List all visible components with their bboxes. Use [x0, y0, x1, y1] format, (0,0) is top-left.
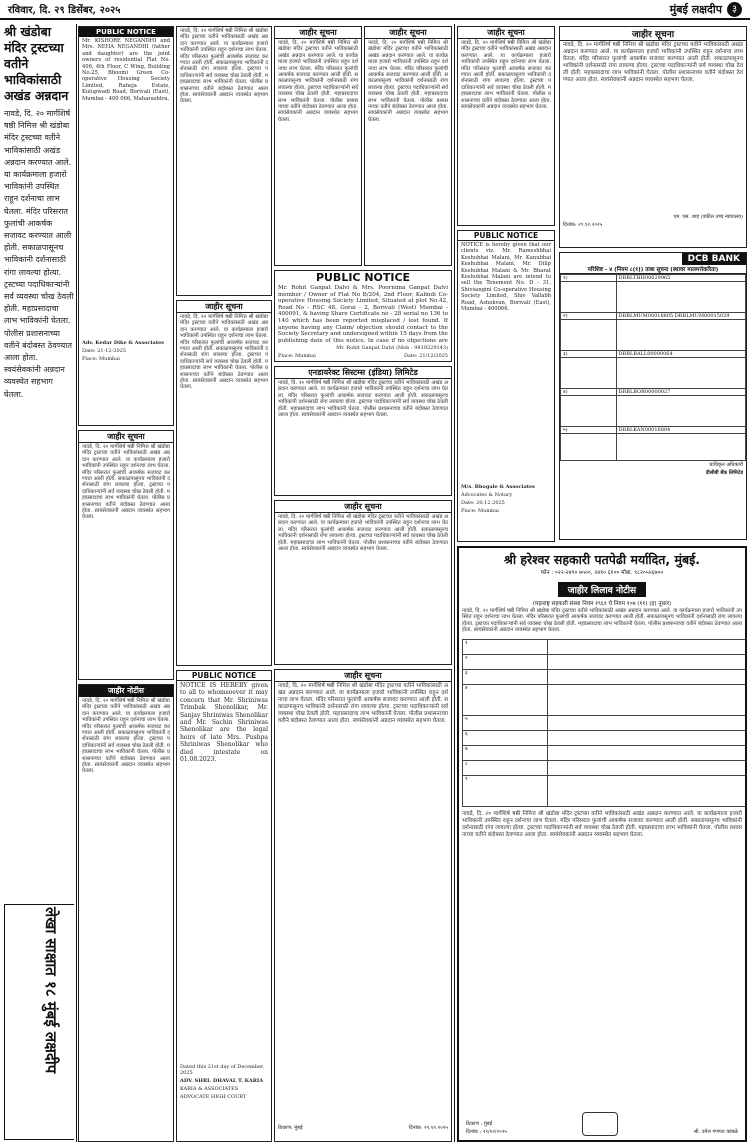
notice-date: Date: 21/12/2025	[403, 353, 448, 359]
table-cell: २	[463, 655, 548, 670]
loan-no: DRBLKAN00016804	[616, 427, 746, 434]
table-row	[463, 731, 746, 746]
loan-no: DRBLMUM00016605 DRBLMUM00015029	[616, 313, 746, 320]
jahir-suchana-top-right	[559, 26, 747, 248]
notice-heading: जाहीर सूचना	[275, 27, 361, 39]
table-cell: २)	[561, 313, 617, 320]
table-cell: १)	[561, 275, 617, 282]
notice-body: नावडे, दि. २० मार्गशिर्ष षष्ठी निमित्त श्री खंडोबा मंदिर ट्रस्टच्या वतीने भाविकांसाठी अखंड अन्नदान करण्यात आले. या कार्यक्रमाला हजारो भाविकांनी उपस्थित राहून दर्शनाचा लाभ घेतला. मंदिर परिसरात फुलांची आकर्षक सजावट करण्यात आली होती. सकाळपासूनच भाविकांनी दर्शनासाठी रांगा लावल्या होत्या. ट्रस्टच्या पदाधिकाऱ्यांनी सर्व व्यवस्था चोख ठेवली होती. महाप्रसादाचा लाभ भाविकांनी घेतला. पोलीस प्रशासनाच्या वतीने बंदोबस्त ठेवण्यात आला होता. स्वयंसेवकांनी अन्नदान व्यवस्थेत सहभाग घेतला.	[278, 514, 448, 553]
public-notice-3	[176, 670, 272, 1142]
notice-heading: जाहीर सूचना	[275, 501, 451, 513]
bank-header	[560, 253, 746, 265]
table-cell	[561, 358, 617, 389]
notice-footer	[275, 352, 451, 360]
company-notice	[274, 366, 452, 496]
auction-terms: नावडे, दि. २० मार्गशिर्ष षष्ठी निमित्त श्री खंडोबा मंदिर ट्रस्टच्या वतीने भाविकांसाठी अखंड अन्नदान करण्यात आले. या कार्यक्रमाला हजारो भाविकांनी उपस्थित राहून दर्शनाचा लाभ घेतला. मंदिर परिसरात फुलांची आकर्षक सजावट करण्यात आली होती. सकाळपासूनच भाविकांनी दर्शनासाठी रांगा लावल्या होत्या. ट्रस्टच्या पदाधिकाऱ्यांनी सर्व व्यवस्था चोख ठेवली होती. महाप्रसादाचा लाभ भाविकांनी घेतला. पोलीस प्रशासनाच्या वतीने बंदोबस्त ठेवण्यात आला होता. स्वयंसेवकांनी अन्नदान व्यवस्थेत सहभाग घेतला.	[462, 811, 742, 838]
table-cell: ५	[463, 716, 548, 731]
auction-footer	[463, 1112, 741, 1136]
notice-signature: एम. एस. शाह (वकील उच्च न्यायालय)	[673, 214, 743, 220]
notice-date: दिनांक: २९.१२.२०२५	[563, 222, 603, 228]
table-cell: ३	[463, 670, 548, 685]
table-cell	[616, 396, 746, 427]
table-row	[463, 746, 746, 761]
notice-body: नावडे, दि. २० मार्गशिर्ष षष्ठी निमित्त श्री खंडोबा मंदिर ट्रस्टच्या वतीने भाविकांसाठी अखंड अन्नदान करण्यात आले. या कार्यक्रमाला हजारो भाविकांनी उपस्थित राहून दर्शनाचा लाभ घेतला. मंदिर परिसरात फुलांची आकर्षक सजावट करण्यात आली होती. सकाळपासूनच भाविकांनी दर्शनासाठी रांगा लावल्या होत्या. ट्रस्टच्या पदाधिकाऱ्यांनी सर्व व्यवस्था चोख ठेवली होती. महाप्रसादाचा लाभ भाविकांनी घेतला. पोलीस प्रशासनाच्या वतीने बंदोबस्त ठेवण्यात आला होता. स्वयंसेवकांनी अन्नदान व्यवस्थेत सहभाग घेतला.	[278, 40, 358, 123]
notice-heading: जाहीर सूचना	[560, 27, 746, 41]
issue-date: रविवार, दि. २९ डिसेंबर, २०२५	[8, 5, 121, 16]
auction-heading-wrap	[459, 578, 745, 597]
table-cell	[547, 640, 745, 655]
table-row	[463, 685, 746, 716]
notice-lead: NOTICE is hereby given that our clients viz. Mr. Rameshbhai Keshubhai Malani, Mr. Kanubhai Keshubhai Malani, Mr. Dilip Keshubhai Malani & Mr. Bharat Keshubhai Malani are intend to sell the Tenement No. D - 31, Shivsangini Co-operative Housing Society Limited, Shiv Vallabh Road, Ashokvan, Borivali (East), Mumbai - 400066.	[461, 242, 551, 313]
table-row	[463, 655, 746, 670]
notice-date: Date: 20.12.2025	[461, 500, 505, 506]
table-cell	[547, 685, 745, 716]
notice-date: Date: 21-12-2025	[82, 348, 127, 354]
table-cell: १	[463, 640, 548, 655]
table-row	[561, 351, 746, 358]
column-rule	[454, 24, 455, 1142]
firm-name: M/s. Bhogale & Associates	[461, 484, 535, 490]
table-row	[463, 640, 746, 655]
company-body: नावडे, दि. २० मार्गशिर्ष षष्ठी निमित्त श्री खंडोबा मंदिर ट्रस्टच्या वतीने भाविकांसाठी अखंड अन्नदान करण्यात आले. या कार्यक्रमाला हजारो भाविकांनी उपस्थित राहून दर्शनाचा लाभ घेतला. मंदिर परिसरात फुलांची आकर्षक सजावट करण्यात आली होती. सकाळपासूनच भाविकांनी दर्शनासाठी रांगा लावल्या होत्या. ट्रस्टच्या पदाधिकाऱ्यांनी सर्व व्यवस्था चोख ठेवली होती. महाप्रसादाचा लाभ भाविकांनी घेतला. पोलीस प्रशासनाच्या वतीने बंदोबस्त ठेवण्यात आला होता. स्वयंसेवकांनी अन्नदान व्यवस्थेत सहभाग घेतला.	[278, 380, 448, 419]
jahir-suchana-col4d	[274, 669, 452, 1142]
column-rule	[76, 24, 77, 1142]
table-row	[561, 320, 746, 351]
company-name: एनडायरेक्ट सिस्टम्स (इंडिया) लिमिटेड	[275, 367, 451, 379]
table-row	[463, 670, 746, 685]
jahir-suchana-col4b	[364, 26, 452, 266]
jahir-suchana-col3	[176, 300, 272, 666]
notice-body: नावडे, दि. २० मार्गशिर्ष षष्ठी निमित्त श्री खंडोबा मंदिर ट्रस्टच्या वतीने भाविकांसाठी अखंड अन्नदान करण्यात आले. या कार्यक्रमाला हजारो भाविकांनी उपस्थित राहून दर्शनाचा लाभ घेतला. मंदिर परिसरात फुलांची आकर्षक सजावट करण्यात आली होती. सकाळपासूनच भाविकांनी दर्शनासाठी रांगा लावल्या होत्या. ट्रस्टच्या पदाधिकाऱ्यांनी सर्व व्यवस्था चोख ठेवली होती. महाप्रसादाचा लाभ भाविकांनी घेतला. पोलीस प्रशासनाच्या वतीने बंदोबस्त ठेवण्यात आला होता. स्वयंसेवकांनी अन्नदान व्यवस्थेत सहभाग घेतला.	[278, 683, 448, 724]
notice-place: Place: Mumbai	[82, 356, 120, 362]
sahakari-auction-notice	[457, 546, 747, 1142]
masthead	[0, 0, 750, 20]
notice-date: दिनांक: २९.१२.२०२५	[408, 1125, 448, 1131]
table-cell	[561, 434, 617, 461]
notice-signature: Adv. Kedar Dike & Associates	[82, 340, 164, 346]
notice-heading: जाहीर नोटीस	[79, 685, 173, 697]
table-cell	[547, 776, 745, 807]
table-cell: ७	[463, 746, 548, 761]
loan-no: DRBLTHH00629965	[616, 275, 746, 282]
table-cell	[547, 761, 745, 776]
notice-lead: Mr. KISHORE NEGANDHI and Mrs. NEHA NEGANDHI (father and daughter) are the joint owners of residential Flat No. 406, 4th Floor, C Wing, Building No.25, Bhoomi Green Co-operative Housing Society Limited, Raheja Estate, Kulupwadi Road, Borivali (East), Mumbai - 400 066, Maharashtra.	[82, 38, 170, 102]
table-cell	[547, 670, 745, 685]
notice-heading: जाहीर सूचना	[365, 27, 451, 39]
table-cell	[547, 655, 745, 670]
table-row	[561, 282, 746, 313]
table-cell	[561, 282, 617, 313]
auction-date: दिनांक : २९/१२/२०२५	[466, 1129, 507, 1135]
paper-name: मुंबई लक्षदीप	[669, 2, 722, 16]
notice-body: नावडे, दि. २० मार्गशिर्ष षष्ठी निमित्त श्री खंडोबा मंदिर ट्रस्टच्या वतीने भाविकांसाठी अखंड अन्नदान करण्यात आले. या कार्यक्रमाला हजारो भाविकांनी उपस्थित राहून दर्शनाचा लाभ घेतला. मंदिर परिसरात फुलांची आकर्षक सजावट करण्यात आली होती. सकाळपासूनच भाविकांनी दर्शनासाठी रांगा लावल्या होत्या. ट्रस्टच्या पदाधिकाऱ्यांनी सर्व व्यवस्था चोख ठेवली होती. महाप्रसादाचा लाभ भाविकांनी घेतला. पोलीस प्रशासनाच्या वतीने बंदोबस्त ठेवण्यात आला होता. स्वयंसेवकांनी अन्नदान व्यवस्थेत सहभाग घेतला.	[563, 42, 743, 83]
notice-date: Dated this 21st day of December, 2025	[180, 1064, 265, 1076]
notice-body: नावडे, दि. २० मार्गशिर्ष षष्ठी निमित्त श्री खंडोबा मंदिर ट्रस्टच्या वतीने भाविकांसाठी अखंड अन्नदान करण्यात आले. या कार्यक्रमाला हजारो भाविकांनी उपस्थित राहून दर्शनाचा लाभ घेतला. मंदिर परिसरात फुलांची आकर्षक सजावट करण्यात आली होती. सकाळपासूनच भाविकांनी दर्शनासाठी रांगा लावल्या होत्या. ट्रस्टच्या पदाधिकाऱ्यांनी सर्व व्यवस्था चोख ठेवली होती. महाप्रसादाचा लाभ भाविकांनी घेतला. पोलीस प्रशासनाच्या वतीने बंदोबस्त ठेवण्यात आला होता. स्वयंसेवकांनी अन्नदान व्यवस्थेत सहभाग घेतला.	[82, 698, 170, 775]
notice-heading: PUBLIC NOTICE	[315, 271, 411, 284]
society-title: श्री हरेश्वर सहकारी पतपेढी मर्यादित, मुंबई.	[503, 552, 701, 567]
table-cell	[547, 731, 745, 746]
advocate-court: ADVOCATE HIGH COURT	[180, 1094, 247, 1100]
table-cell	[616, 434, 746, 461]
notice-footer	[275, 1124, 451, 1132]
notice-body: नावडे, दि. २० मार्गशिर्ष षष्ठी निमित्त श्री खंडोबा मंदिर ट्रस्टच्या वतीने भाविकांसाठी अखंड अन्नदान करण्यात आले. या कार्यक्रमाला हजारो भाविकांनी उपस्थित राहून दर्शनाचा लाभ घेतला. मंदिर परिसरात फुलांची आकर्षक सजावट करण्यात आली होती. सकाळपासूनच भाविकांनी दर्शनासाठी रांगा लावल्या होत्या. ट्रस्टच्या पदाधिकाऱ्यांनी सर्व व्यवस्था चोख ठेवली होती. महाप्रसादाचा लाभ भाविकांनी घेतला. पोलीस प्रशासनाच्या वतीने बंदोबस्त ठेवण्यात आला होता. स्वयंसेवकांनी अन्नदान व्यवस्थेत सहभाग घेतला.	[461, 40, 551, 111]
table-row	[561, 389, 746, 396]
notice-body: नावडे, दि. २० मार्गशिर्ष षष्ठी निमित्त श्री खंडोबा मंदिर ट्रस्टच्या वतीने भाविकांसाठी अखंड अन्नदान करण्यात आले. या कार्यक्रमाला हजारो भाविकांनी उपस्थित राहून दर्शनाचा लाभ घेतला. मंदिर परिसरात फुलांची आकर्षक सजावट करण्यात आली होती. सकाळपासूनच भाविकांनी दर्शनासाठी रांगा लावल्या होत्या. ट्रस्टच्या पदाधिकाऱ्यांनी सर्व व्यवस्था चोख ठेवली होती. महाप्रसादाचा लाभ भाविकांनी घेतला. पोलीस प्रशासनाच्या वतीने बंदोबस्त ठेवण्यात आला होता. स्वयंसेवकांनी अन्नदान व्यवस्थेत सहभाग घेतला.	[180, 314, 268, 391]
table-row	[463, 776, 746, 807]
loan-no: DRBLBALL00000064	[616, 351, 746, 358]
notice-body: नावडे, दि. २० मार्गशिर्ष षष्ठी निमित्त श्री खंडोबा मंदिर ट्रस्टच्या वतीने भाविकांसाठी अखंड अन्नदान करण्यात आले. या कार्यक्रमाला हजारो भाविकांनी उपस्थित राहून दर्शनाचा लाभ घेतला. मंदिर परिसरात फुलांची आकर्षक सजावट करण्यात आली होती. सकाळपासूनच भाविकांनी दर्शनासाठी रांगा लावल्या होत्या. ट्रस्टच्या पदाधिकाऱ्यांनी सर्व व्यवस्था चोख ठेवली होती. महाप्रसादाचा लाभ भाविकांनी घेतला. पोलीस प्रशासनाच्या वतीने बंदोबस्त ठेवण्यात आला होता. स्वयंसेवकांनी अन्नदान व्यवस्थेत सहभाग घेतला.	[180, 28, 268, 105]
masthead-right	[670, 2, 742, 17]
bank-signature: प्राधिकृत अधिकारी	[709, 462, 743, 468]
auction-place: ठिकाण : मुंबई	[466, 1121, 493, 1127]
notice-heading: जाहीर सूचना	[79, 431, 173, 443]
page-number: ३	[727, 2, 742, 17]
table-cell	[616, 320, 746, 351]
table-cell: ६	[463, 731, 548, 746]
table-row	[561, 358, 746, 389]
table-row	[561, 275, 746, 282]
table-cell	[547, 716, 745, 731]
notice-body: नावडे, दि. २० मार्गशिर्ष षष्ठी निमित्त श्री खंडोबा मंदिर ट्रस्टच्या वतीने भाविकांसाठी अखंड अन्नदान करण्यात आले. या कार्यक्रमाला हजारो भाविकांनी उपस्थित राहून दर्शनाचा लाभ घेतला. मंदिर परिसरात फुलांची आकर्षक सजावट करण्यात आली होती. सकाळपासूनच भाविकांनी दर्शनासाठी रांगा लावल्या होत्या. ट्रस्टच्या पदाधिकाऱ्यांनी सर्व व्यवस्था चोख ठेवली होती. महाप्रसादाचा लाभ भाविकांनी घेतला. पोलीस प्रशासनाच्या वतीने बंदोबस्त ठेवण्यात आला होता. स्वयंसेवकांनी अन्नदान व्यवस्थेत सहभाग घेतला.	[368, 40, 448, 123]
notice-body: नावडे, दि. २० मार्गशिर्ष षष्ठी निमित्त श्री खंडोबा मंदिर ट्रस्टच्या वतीने भाविकांसाठी अखंड अन्नदान करण्यात आले. या कार्यक्रमाला हजारो भाविकांनी उपस्थित राहून दर्शनाचा लाभ घेतला. मंदिर परिसरात फुलांची आकर्षक सजावट करण्यात आली होती. सकाळपासूनच भाविकांनी दर्शनासाठी रांगा लावल्या होत्या. ट्रस्टच्या पदाधिकाऱ्यांनी सर्व व्यवस्था चोख ठेवली होती. महाप्रसादाचा लाभ भाविकांनी घेतला. पोलीस प्रशासनाच्या वतीने बंदोबस्त ठेवण्यात आला होता. स्वयंसेवकांनी अन्नदान व्यवस्थेत सहभाग घेतला.	[82, 444, 170, 521]
bank-appendix: परिशिष्ट - ४ (नियम ८(१)) ताबा सूचना (स्थावर मालमत्तेकरिता)	[560, 265, 746, 274]
bank-short-name: डीसीबी बँक लिमिटेड	[705, 470, 743, 476]
vertical-banner	[4, 904, 74, 1140]
notice-place: Place: Mumbai	[461, 508, 499, 514]
dcb-bank-notice	[559, 252, 747, 540]
notice-heading: PUBLIC NOTICE	[177, 671, 271, 681]
notice-col3-top	[176, 26, 272, 296]
auction-signature: श्री. उमेश गणपत कांबळे	[693, 1129, 738, 1135]
auction-intro: नावडे, दि. २० मार्गशिर्ष षष्ठी निमित्त श्री खंडोबा मंदिर ट्रस्टच्या वतीने भाविकांसाठी अखंड अन्नदान करण्यात आले. या कार्यक्रमाला हजारो भाविकांनी उपस्थित राहून दर्शनाचा लाभ घेतला. मंदिर परिसरात फुलांची आकर्षक सजावट करण्यात आली होती. सकाळपासूनच भाविकांनी दर्शनासाठी रांगा लावल्या होत्या. ट्रस्टच्या पदाधिकाऱ्यांनी सर्व व्यवस्था चोख ठेवली होती. महाप्रसादाचा लाभ भाविकांनी घेतला. पोलीस प्रशासनाच्या वतीने बंदोबस्त ठेवण्यात आला होता. स्वयंसेवकांनी अन्नदान व्यवस्थेत सहभाग घेतला.	[462, 608, 742, 634]
firm-sub: Advocates & Notary	[461, 492, 513, 498]
loan-no: DRBLBOR00000027	[616, 389, 746, 396]
auction-rule: (महाराष्ट्र सहकारी संस्था नियम १९६१ चे नियम १०७ (११) (ह) नुसार)	[532, 601, 672, 607]
notice-heading: जाहीर सूचना	[458, 27, 554, 39]
auction-place-date	[463, 1120, 510, 1136]
table-row	[463, 716, 746, 731]
notice-place: Place: Mumbai	[278, 353, 316, 359]
notice-heading: जाहीर सूचना	[275, 670, 451, 682]
notice-heading: जाहीर सूचना	[177, 301, 271, 313]
table-row	[561, 313, 746, 320]
table-cell	[547, 746, 745, 761]
table-cell: ५)	[561, 427, 617, 434]
advocate-name: ADV. SHRI. DHAVAL T. KARIA	[180, 1078, 264, 1084]
notice-lead: NOTICE IS HEREBY given to all to whomsoever it may concern that Mr. Shriniwas Trimbak Shenolikar, Mr. Sanjay Shriniwas Shenolikar and Mr. Sachin Shriniwas Shenolikar are the legal heirs of late Mrs. Pushpa Shriniwas Shenolikar who died intestate on 01.08.2023.	[180, 682, 268, 764]
table-cell	[561, 396, 617, 427]
auction-table	[462, 639, 746, 807]
notice-heading: PUBLIC NOTICE	[79, 27, 173, 37]
seal-icon	[582, 1112, 618, 1136]
advocate-firm: KARIA & ASSOCIATES	[180, 1086, 239, 1092]
notice-signature: Mr. Rohit Ganpat Dalvi (Mob - 9819229143)	[336, 345, 448, 351]
story-body: नावडे, दि. २० मार्गशिर्ष षष्ठी निमित्त श्री खंडोबा मंदिर ट्रस्टच्या वतीने भाविकांसाठी अखंड अन्नदान करण्यात आले. या कार्यक्रमाला हजारो भाविकांनी उपस्थित राहून दर्शनाचा लाभ घेतला. मंदिर परिसरात फुलांची आकर्षक सजावट करण्यात आली होती. सकाळपासूनच भाविकांनी दर्शनासाठी रांगा लावल्या होत्या. ट्रस्टच्या पदाधिकाऱ्यांनी सर्व व्यवस्था चोख ठेवली होती. महाप्रसादाचा लाभ भाविकांनी घेतला. पोलीस प्रशासनाच्या वतीने बंदोबस्त ठेवण्यात आला होता. स्वयंसेवकांनी अन्नदान व्यवस्थेत सहभाग घेतला.	[4, 109, 74, 399]
public-notice-2	[274, 270, 452, 362]
table-cell: ९	[463, 776, 548, 807]
jahir-suchana-col4a	[274, 26, 362, 266]
auction-heading: जाहीर लिलाव नोटीस	[558, 582, 646, 597]
table-cell: ३)	[561, 351, 617, 358]
table-cell: ४)	[561, 389, 617, 396]
notice-place: ठिकाण: मुंबई	[278, 1125, 303, 1131]
jahir-suchana-col5	[457, 26, 555, 226]
bank-logo: DCB BANK	[682, 253, 746, 265]
table-row	[561, 434, 746, 461]
notice-heading: PUBLIC NOTICE	[458, 231, 554, 241]
table-cell	[616, 282, 746, 313]
jahir-suchana-col2	[78, 430, 174, 680]
table-cell: ८	[463, 761, 548, 776]
table-row	[561, 427, 746, 434]
table-row	[561, 396, 746, 427]
story-headline: श्री खंडोबा मंदिर ट्रस्टच्या वतीने भाविकांसाठी अखंड अन्नदान	[4, 24, 69, 103]
table-row	[463, 761, 746, 776]
society-contact: फोन : ०२२-२४१० ७५००, २४१० ६१०० मोबा. ९८२०५५६७००	[540, 570, 664, 576]
public-notice-1	[78, 26, 174, 426]
public-notice-4	[457, 230, 555, 542]
notice-lead: Mr. Rohit Ganpat Dalvi & Mrs. Poornima Ganpat Dalvi member / Owner of Flat No B/204, 2nd Floor, Kalindi Co-operative Housing Society Limited, Situated at plot No.42, Road No - RSC 48, Gorai - 2, Borivali (West) Mumbai - 400091, & having Share Certificate no - 28 serial no 136 to 140 which has been reported misplaced / lost found. If anyone having any Claim/ objection should contact to the Society Secretary and undersigned within 15 days from the publishing date of this notice. In case if no objections are	[278, 285, 448, 344]
jahir-notice-col2	[78, 684, 174, 1142]
bank-table	[560, 274, 746, 461]
table-cell: ४	[463, 685, 548, 716]
news-column	[4, 24, 74, 1142]
table-cell	[561, 320, 617, 351]
jahir-suchana-col4c	[274, 500, 452, 665]
table-cell	[616, 358, 746, 389]
vertical-banner-text: लेखा साक्षात १८ मुंबई लक्षदीप	[42, 907, 60, 1074]
